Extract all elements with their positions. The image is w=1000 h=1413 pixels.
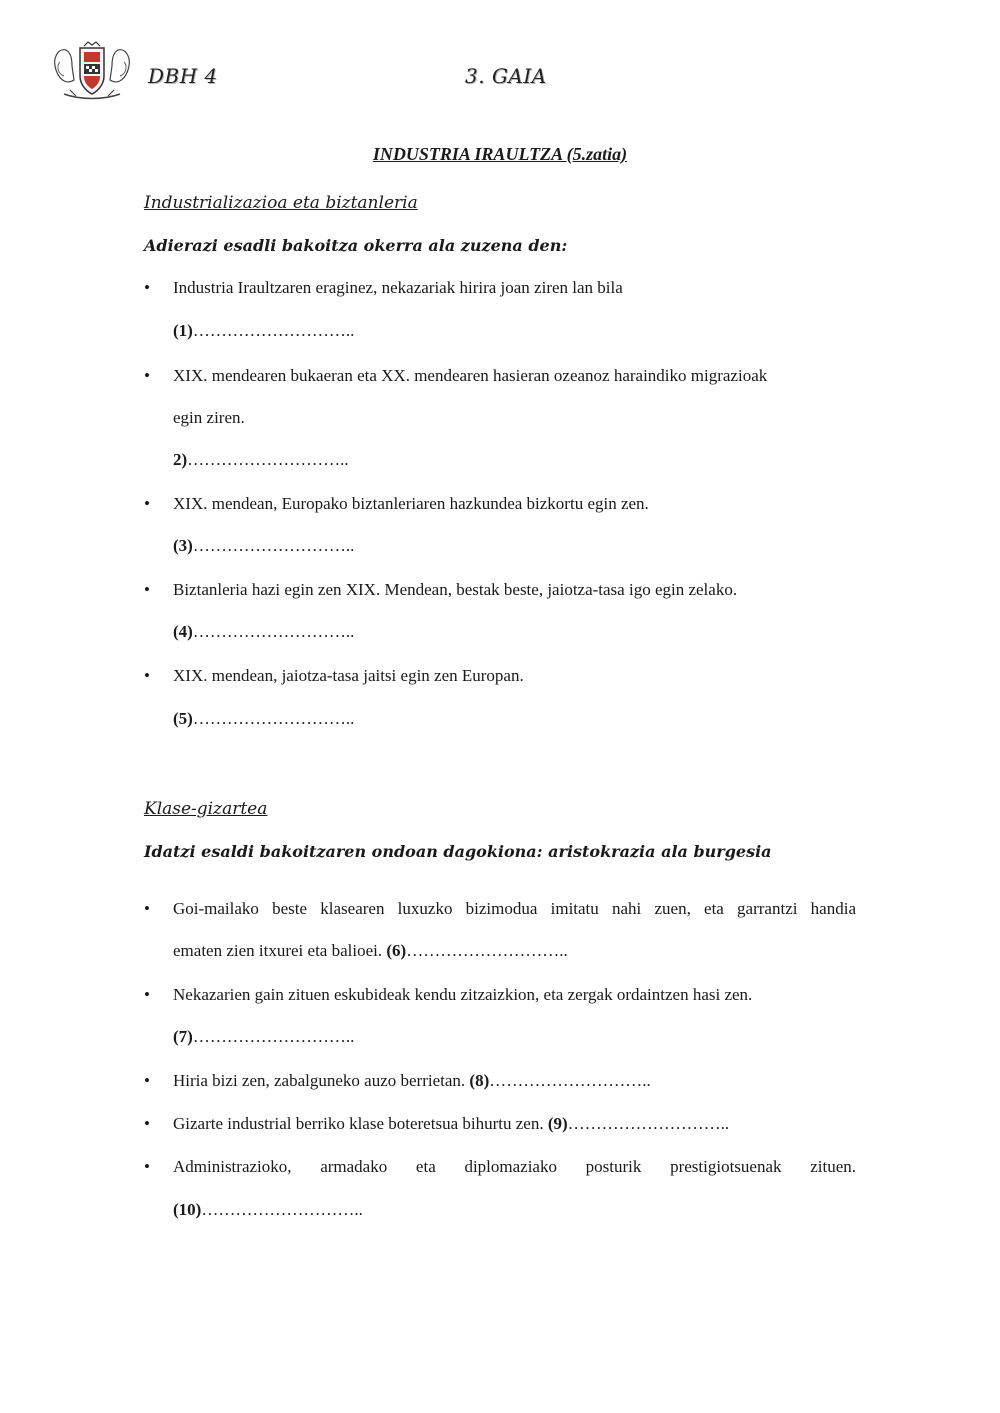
bullet: • bbox=[144, 278, 150, 297]
section1-heading: Industrializazioa eta biztanleria bbox=[144, 193, 418, 213]
page-title: INDUSTRIA IRAULTZA (5.zatia) bbox=[372, 144, 628, 164]
answer-line[interactable] bbox=[173, 622, 354, 642]
list-item bbox=[144, 974, 856, 1016]
bullet: • bbox=[144, 494, 150, 513]
answer-line[interactable] bbox=[173, 450, 349, 470]
list-item bbox=[144, 267, 856, 309]
list-item bbox=[144, 1103, 856, 1145]
item-text-continued: egin ziren. bbox=[173, 408, 245, 427]
answer-dots: ……………………….. bbox=[192, 622, 355, 641]
bullet: • bbox=[144, 366, 150, 385]
bullet: • bbox=[144, 580, 150, 599]
section2-instruction: Idatzi esaldi bakoitzaren ondoan dagokiona: aristokrazia ala burgesia bbox=[144, 842, 772, 861]
answer-line[interactable] bbox=[173, 1200, 363, 1220]
answer-number: 2) bbox=[173, 450, 188, 469]
answer-number: (6) bbox=[386, 941, 407, 960]
list-item bbox=[144, 483, 856, 525]
list-item bbox=[144, 1146, 856, 1188]
answer-number: (7) bbox=[173, 1027, 193, 1046]
item-text: Administrazioko, armadako eta diplomaziako posturik prestigiotsuenak zituen. bbox=[173, 1157, 856, 1176]
answer-number: (5) bbox=[173, 709, 193, 728]
answer-dots: ……………………….. bbox=[187, 450, 349, 469]
item-text: Gizarte industrial berriko klase boteretsua bihurtu zen. bbox=[173, 1114, 544, 1133]
coat-of-arms-logo bbox=[50, 40, 134, 102]
section1-instruction: Adierazi esadli bakoitza okerra ala zuzena den: bbox=[144, 236, 568, 255]
list-item bbox=[144, 888, 856, 972]
header-course: DBH 4 bbox=[148, 64, 218, 88]
answer-line[interactable] bbox=[173, 1027, 354, 1047]
item-text: XIX. mendean, Europako biztanleriaren hazkundea bizkortu egin zen. bbox=[173, 494, 649, 513]
answer-dots[interactable]: ……………………….. bbox=[489, 1071, 651, 1090]
answer-number: (1) bbox=[173, 321, 193, 340]
section2-heading: Klase-gizartea bbox=[144, 799, 268, 819]
answer-dots[interactable]: ……………………….. bbox=[406, 941, 568, 960]
answer-dots: ……………………….. bbox=[192, 1027, 355, 1046]
bullet: • bbox=[144, 1114, 150, 1133]
header-unit: 3. GAIA bbox=[465, 64, 547, 88]
item-text-continued bbox=[173, 930, 856, 972]
bullet: • bbox=[144, 1071, 150, 1090]
bullet: • bbox=[144, 899, 150, 918]
bullet: • bbox=[144, 666, 150, 685]
item-text-with-answer bbox=[173, 1103, 856, 1145]
answer-number: (8) bbox=[469, 1071, 490, 1090]
list-item bbox=[144, 569, 856, 611]
item-text-line2: ematen zien itxurei eta balioei. bbox=[173, 941, 383, 960]
answer-line[interactable] bbox=[173, 709, 354, 729]
answer-dots: ……………………….. bbox=[192, 321, 355, 340]
list-item bbox=[144, 1060, 856, 1102]
item-text: Industria Iraultzaren eraginez, nekazariak hirira joan ziren lan bila bbox=[173, 278, 623, 297]
answer-line[interactable] bbox=[173, 536, 354, 556]
item-text: XIX. mendean, jaiotza-tasa jaitsi egin zen Europan. bbox=[173, 666, 524, 685]
list-item bbox=[144, 355, 856, 439]
item-text: XIX. mendearen bukaeran eta XX. mendearen hasieran ozeanoz haraindiko migrazioak bbox=[173, 366, 768, 385]
item-text: Nekazarien gain zituen eskubideak kendu zitzaizkion, eta zergak ordaintzen hasi zen. bbox=[173, 985, 753, 1004]
answer-number: (10) bbox=[173, 1200, 202, 1219]
bullet: • bbox=[144, 985, 150, 1004]
answer-number: (9) bbox=[547, 1114, 568, 1133]
answer-number: (3) bbox=[173, 536, 193, 555]
answer-number: (4) bbox=[173, 622, 193, 641]
bullet: • bbox=[144, 1157, 150, 1176]
list-item bbox=[144, 655, 856, 697]
item-text: Biztanleria hazi egin zen XIX. Mendean, bestak beste, jaiotza-tasa igo egin zelako. bbox=[173, 580, 738, 599]
answer-dots: ……………………….. bbox=[192, 536, 355, 555]
item-text: Goi-mailako beste klasearen luxuzko bizimodua imitatu nahi zuen, eta garrantzi handia bbox=[173, 899, 856, 918]
answer-dots[interactable]: ……………………….. bbox=[567, 1114, 730, 1133]
item-text: Hiria bizi zen, zabalguneko auzo berrietan. bbox=[173, 1071, 466, 1090]
item-text-with-answer bbox=[173, 1060, 856, 1102]
answer-line[interactable] bbox=[173, 321, 354, 341]
answer-dots: ……………………….. bbox=[192, 709, 355, 728]
answer-dots: ……………………….. bbox=[201, 1200, 363, 1219]
